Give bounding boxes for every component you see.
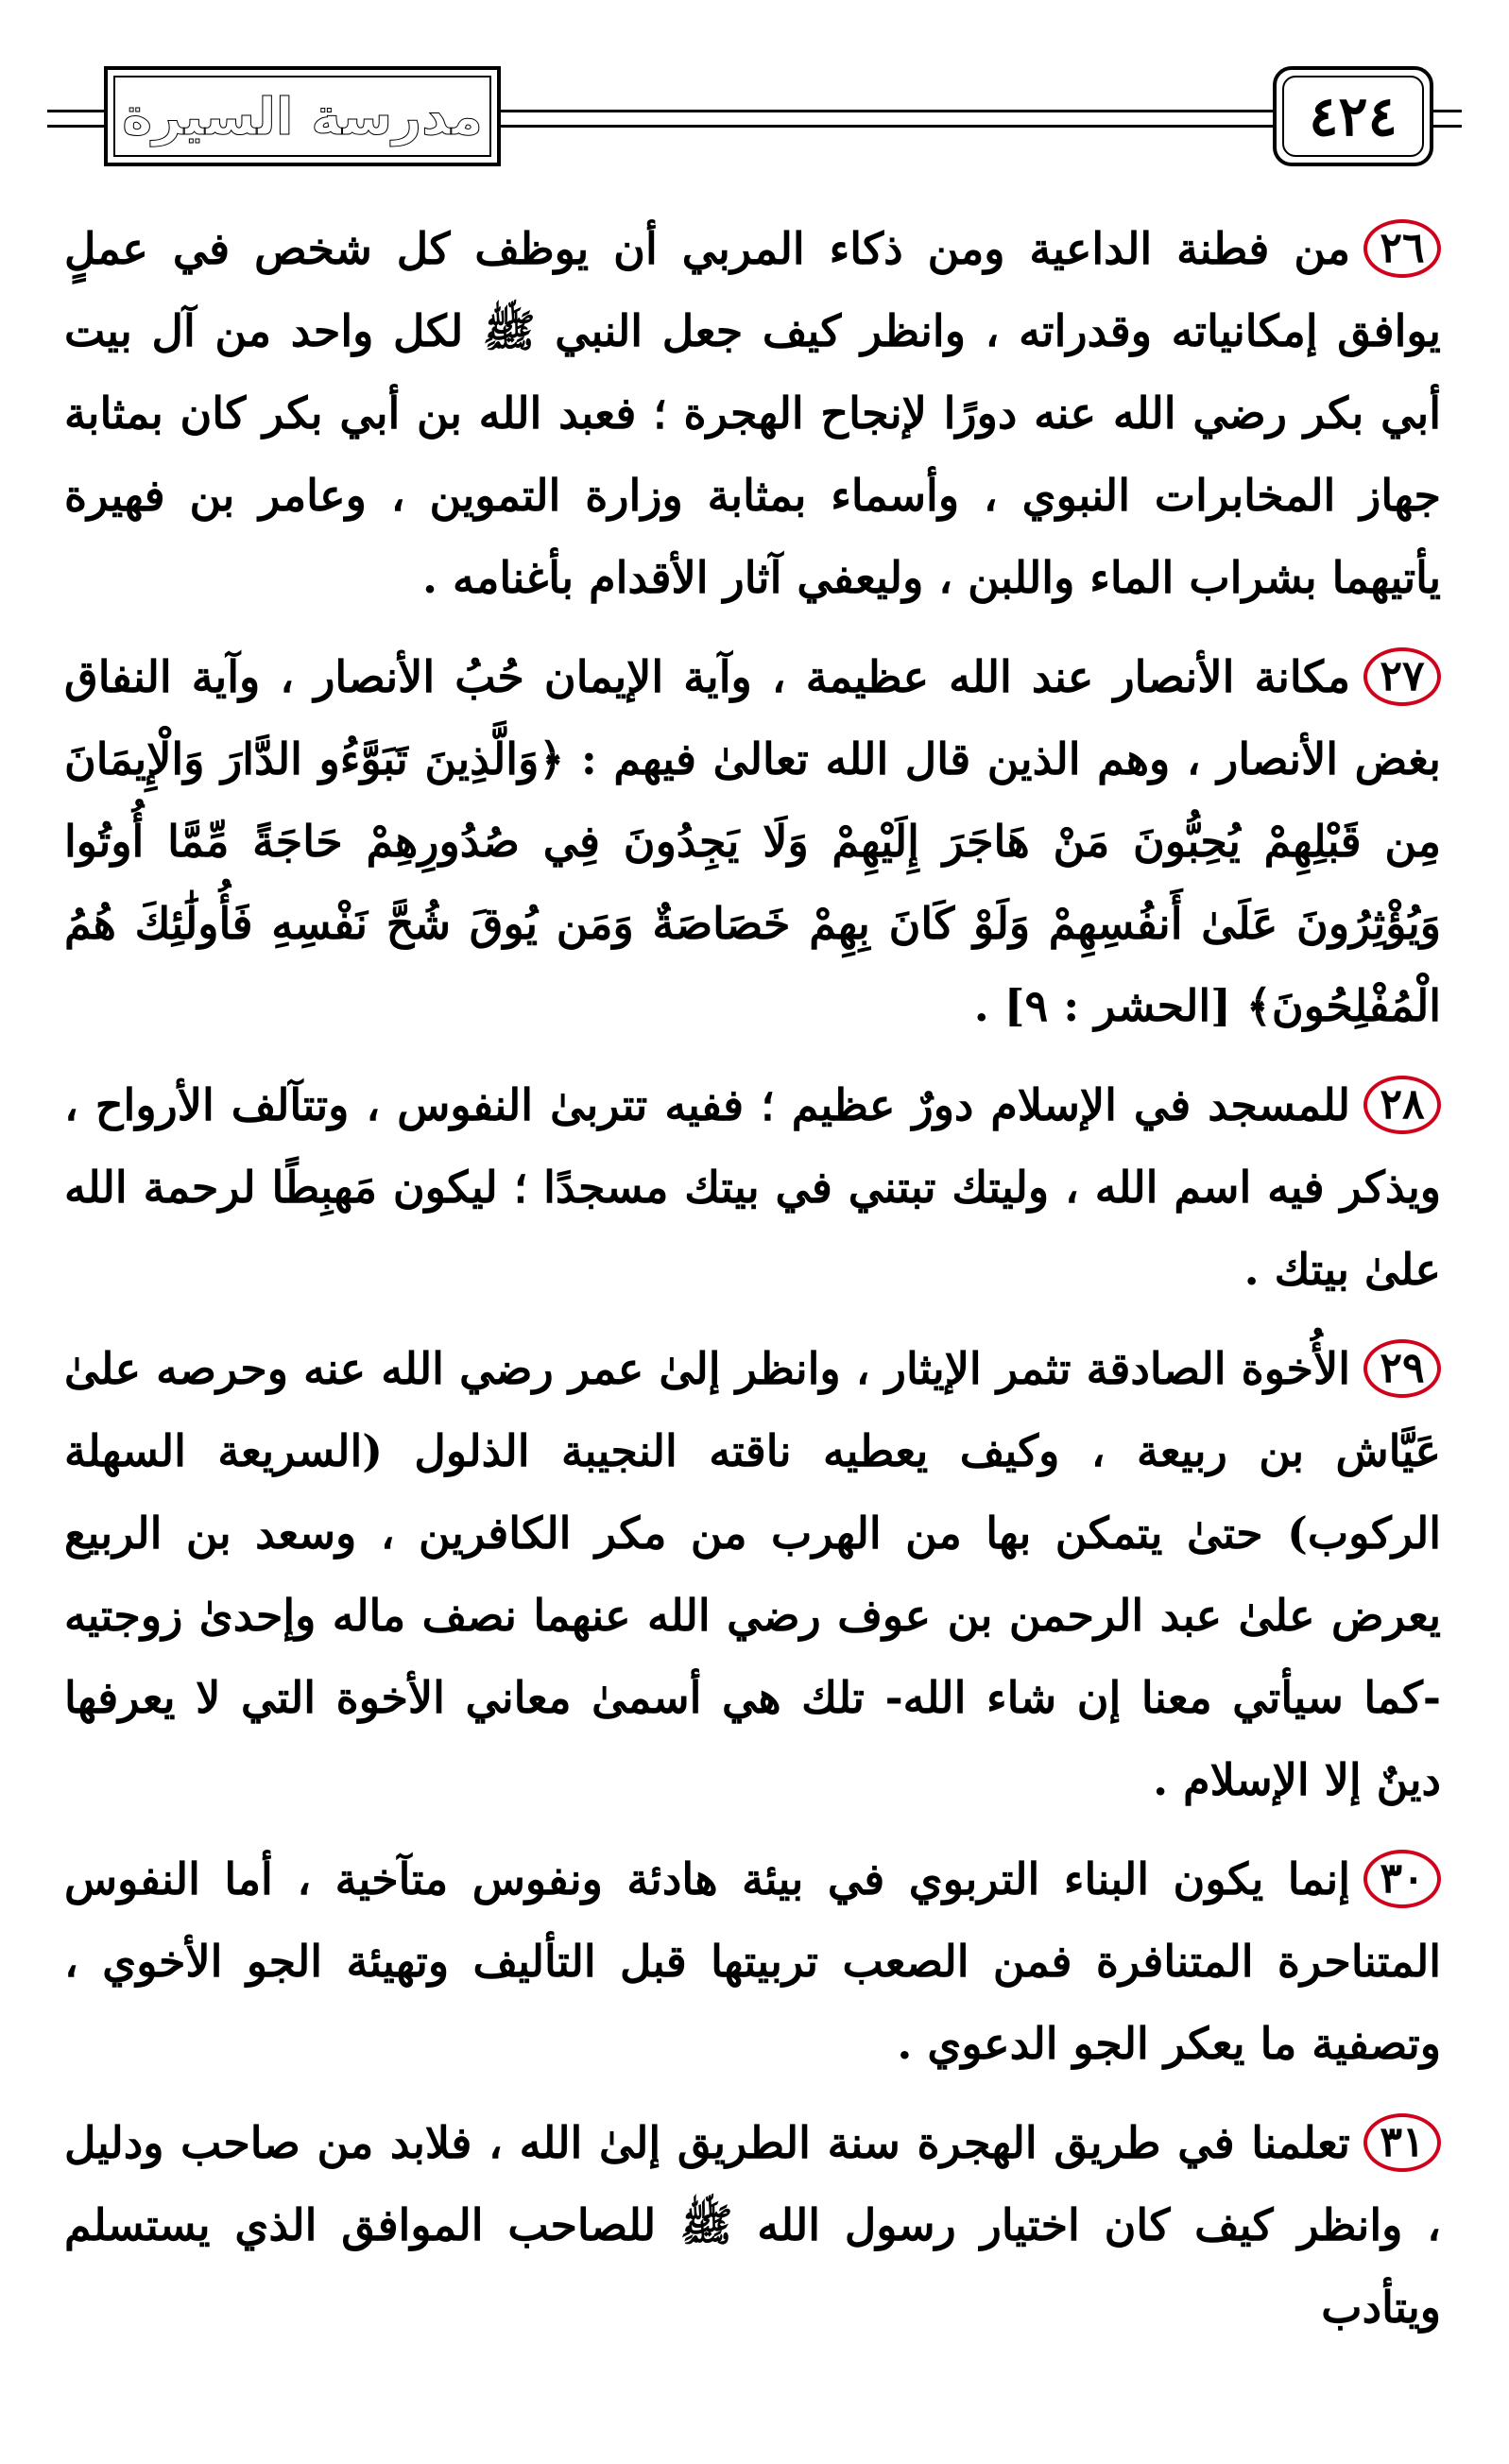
book-title-frame xyxy=(104,66,501,166)
paragraph-26 xyxy=(64,208,1441,619)
paragraph-number-badge: ٣٠ xyxy=(1363,1850,1441,1908)
header-rule-middle-top xyxy=(501,110,1273,112)
paragraph-text: تعلمنا في طريق الهجرة سنة الطريق إلىٰ الله ، فلابد من صاحب ودليل ، وانظر كيف كان اختيار رسول الله ﷺ للصاحب الموافق الذي يستسلم ويتأدب xyxy=(64,2117,1441,2333)
paragraph-31 xyxy=(64,2102,1441,2349)
paragraph-28 xyxy=(64,1064,1441,1311)
paragraph-number-badge: ٢٩ xyxy=(1363,1339,1441,1398)
paragraph-text: من فطنة الداعية ومن ذكاء المربي أن يوظف كل شخص في عملٍ يوافق إمكانياته وقدراته ، وانظر كيف جعل النبي ﷺ لكل واحد من آل بيت أبي بكر رضي الله عنه دورًا لإنجاح الهجرة ؛ فعبد الله بن أبي بكر كان بمثابة جهاز المخابرات النبوي ، وأسماء بمثابة وزارة التموين ، وعامر بن فهيرة يأتيهما بشراب الماء واللبن ، وليعفي آثار الأقدام بأغنامه . xyxy=(64,223,1441,603)
book-title: مدرسة السيرة xyxy=(122,86,483,146)
paragraph-29 xyxy=(64,1328,1441,1821)
paragraph-30 xyxy=(64,1838,1441,2085)
header-rule-right-top xyxy=(1433,110,1462,112)
paragraph-number-badge: ٢٦ xyxy=(1363,219,1441,278)
paragraph-text: الأُخوة الصادقة تثمر الإيثار ، وانظر إلىٰ عمر رضي الله عنه وحرصه علىٰ عَيَّاش بن ربيعة ، وكيف يعطيه ناقته النجيبة الذلول (السريعة السهلة الركوب) حتىٰ يتمكن بها من الهرب من مكر الكافرين ، وسعد بن الربيع يعرض علىٰ عبد الرحمن بن عوف رضي الله عنهما نصف ماله وإحدىٰ زوجتيه -كما سيأتي معنا إن شاء الله- تلك هي أسمىٰ معاني الأخوة التي لا يعرفها دينٌ إلا الإسلام . xyxy=(64,1343,1441,1805)
page-number-frame xyxy=(1273,66,1433,166)
header-rule-left-top xyxy=(47,110,104,112)
paragraph-number-badge: ٢٧ xyxy=(1363,647,1441,706)
page-body xyxy=(64,208,1441,2366)
paragraph-text: مكانة الأنصار عند الله عظيمة ، وآية الإيمان حُبُ الأنصار ، وآية النفاق بغض الأنصار ، وهم الذين قال الله تعالىٰ فيهم : ﴿وَالَّذِينَ تَبَوَّءُو الدَّارَ وَالْإِيمَانَ مِن قَبْلِهِمْ يُحِبُّونَ مَنْ هَاجَرَ إِلَيْهِمْ وَلَا يَجِدُونَ فِي صُدُورِهِمْ حَاجَةً مِّمَّا أُوتُوا وَيُؤْثِرُونَ عَلَىٰ أَنفُسِهِمْ وَلَوْ كَانَ بِهِمْ خَصَاصَةٌ وَمَن يُوقَ شُحَّ نَفْسِهِ فَأُولَٰئِكَ هُمُ الْمُفْلِحُونَ﴾ [الحشر : ٩] . xyxy=(64,651,1441,1031)
header-rule-middle-bottom xyxy=(501,125,1273,128)
header-rule-left-bottom xyxy=(47,125,104,128)
paragraph-text: للمسجد في الإسلام دورٌ عظيم ؛ ففيه تتربىٰ النفوس ، وتتآلف الأرواح ، ويذكر فيه اسم الله ، وليتك تبتني في بيتك مسجدًا ؛ ليكون مَهبِطًا لرحمة الله علىٰ بيتك . xyxy=(64,1079,1441,1295)
header-rule-right-bottom xyxy=(1433,125,1462,128)
page-number: ٤٢٤ xyxy=(1309,84,1398,148)
paragraph-27 xyxy=(64,636,1441,1047)
page-header xyxy=(47,28,1462,170)
paragraph-number-badge: ٣١ xyxy=(1363,2113,1441,2172)
paragraph-number-badge: ٢٨ xyxy=(1363,1076,1441,1134)
paragraph-text: إنما يكون البناء التربوي في بيئة هادئة ونفوس متآخية ، أما النفوس المتناحرة المتنافرة فمن الصعب تربيتها قبل التأليف وتهيئة الجو الأخوي ، وتصفية ما يعكر الجو الدعوي . xyxy=(64,1853,1441,2069)
